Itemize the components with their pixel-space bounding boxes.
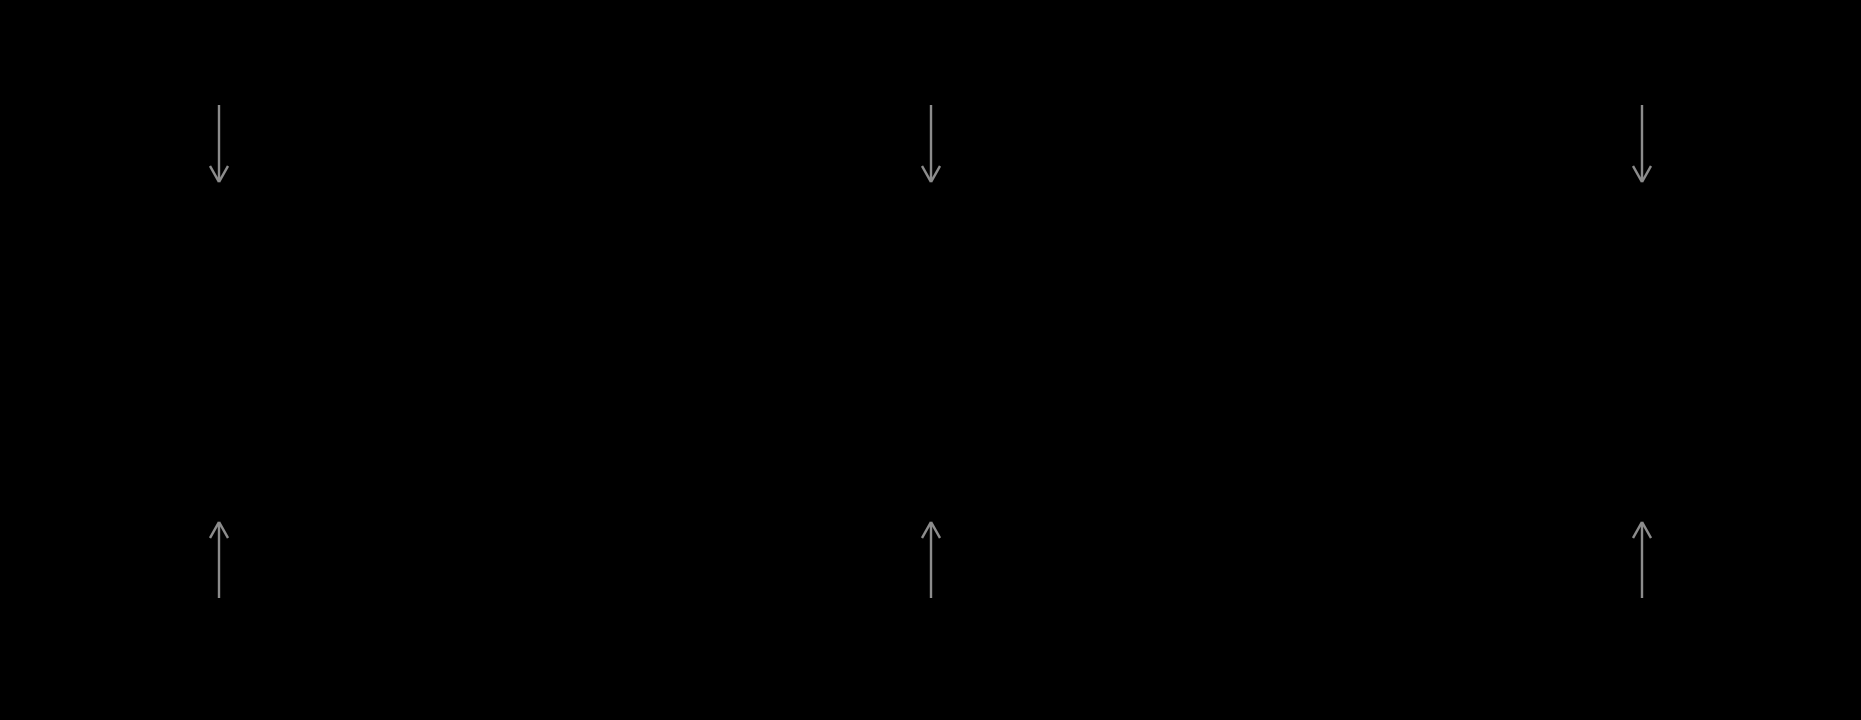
down-arrow-2 xyxy=(922,105,940,182)
up-arrow-2 xyxy=(922,522,940,598)
up-arrow-3 xyxy=(1633,522,1651,598)
down-arrow-3 xyxy=(1633,105,1651,182)
down-arrow-1 xyxy=(210,105,228,182)
up-arrow-1 xyxy=(210,522,228,598)
